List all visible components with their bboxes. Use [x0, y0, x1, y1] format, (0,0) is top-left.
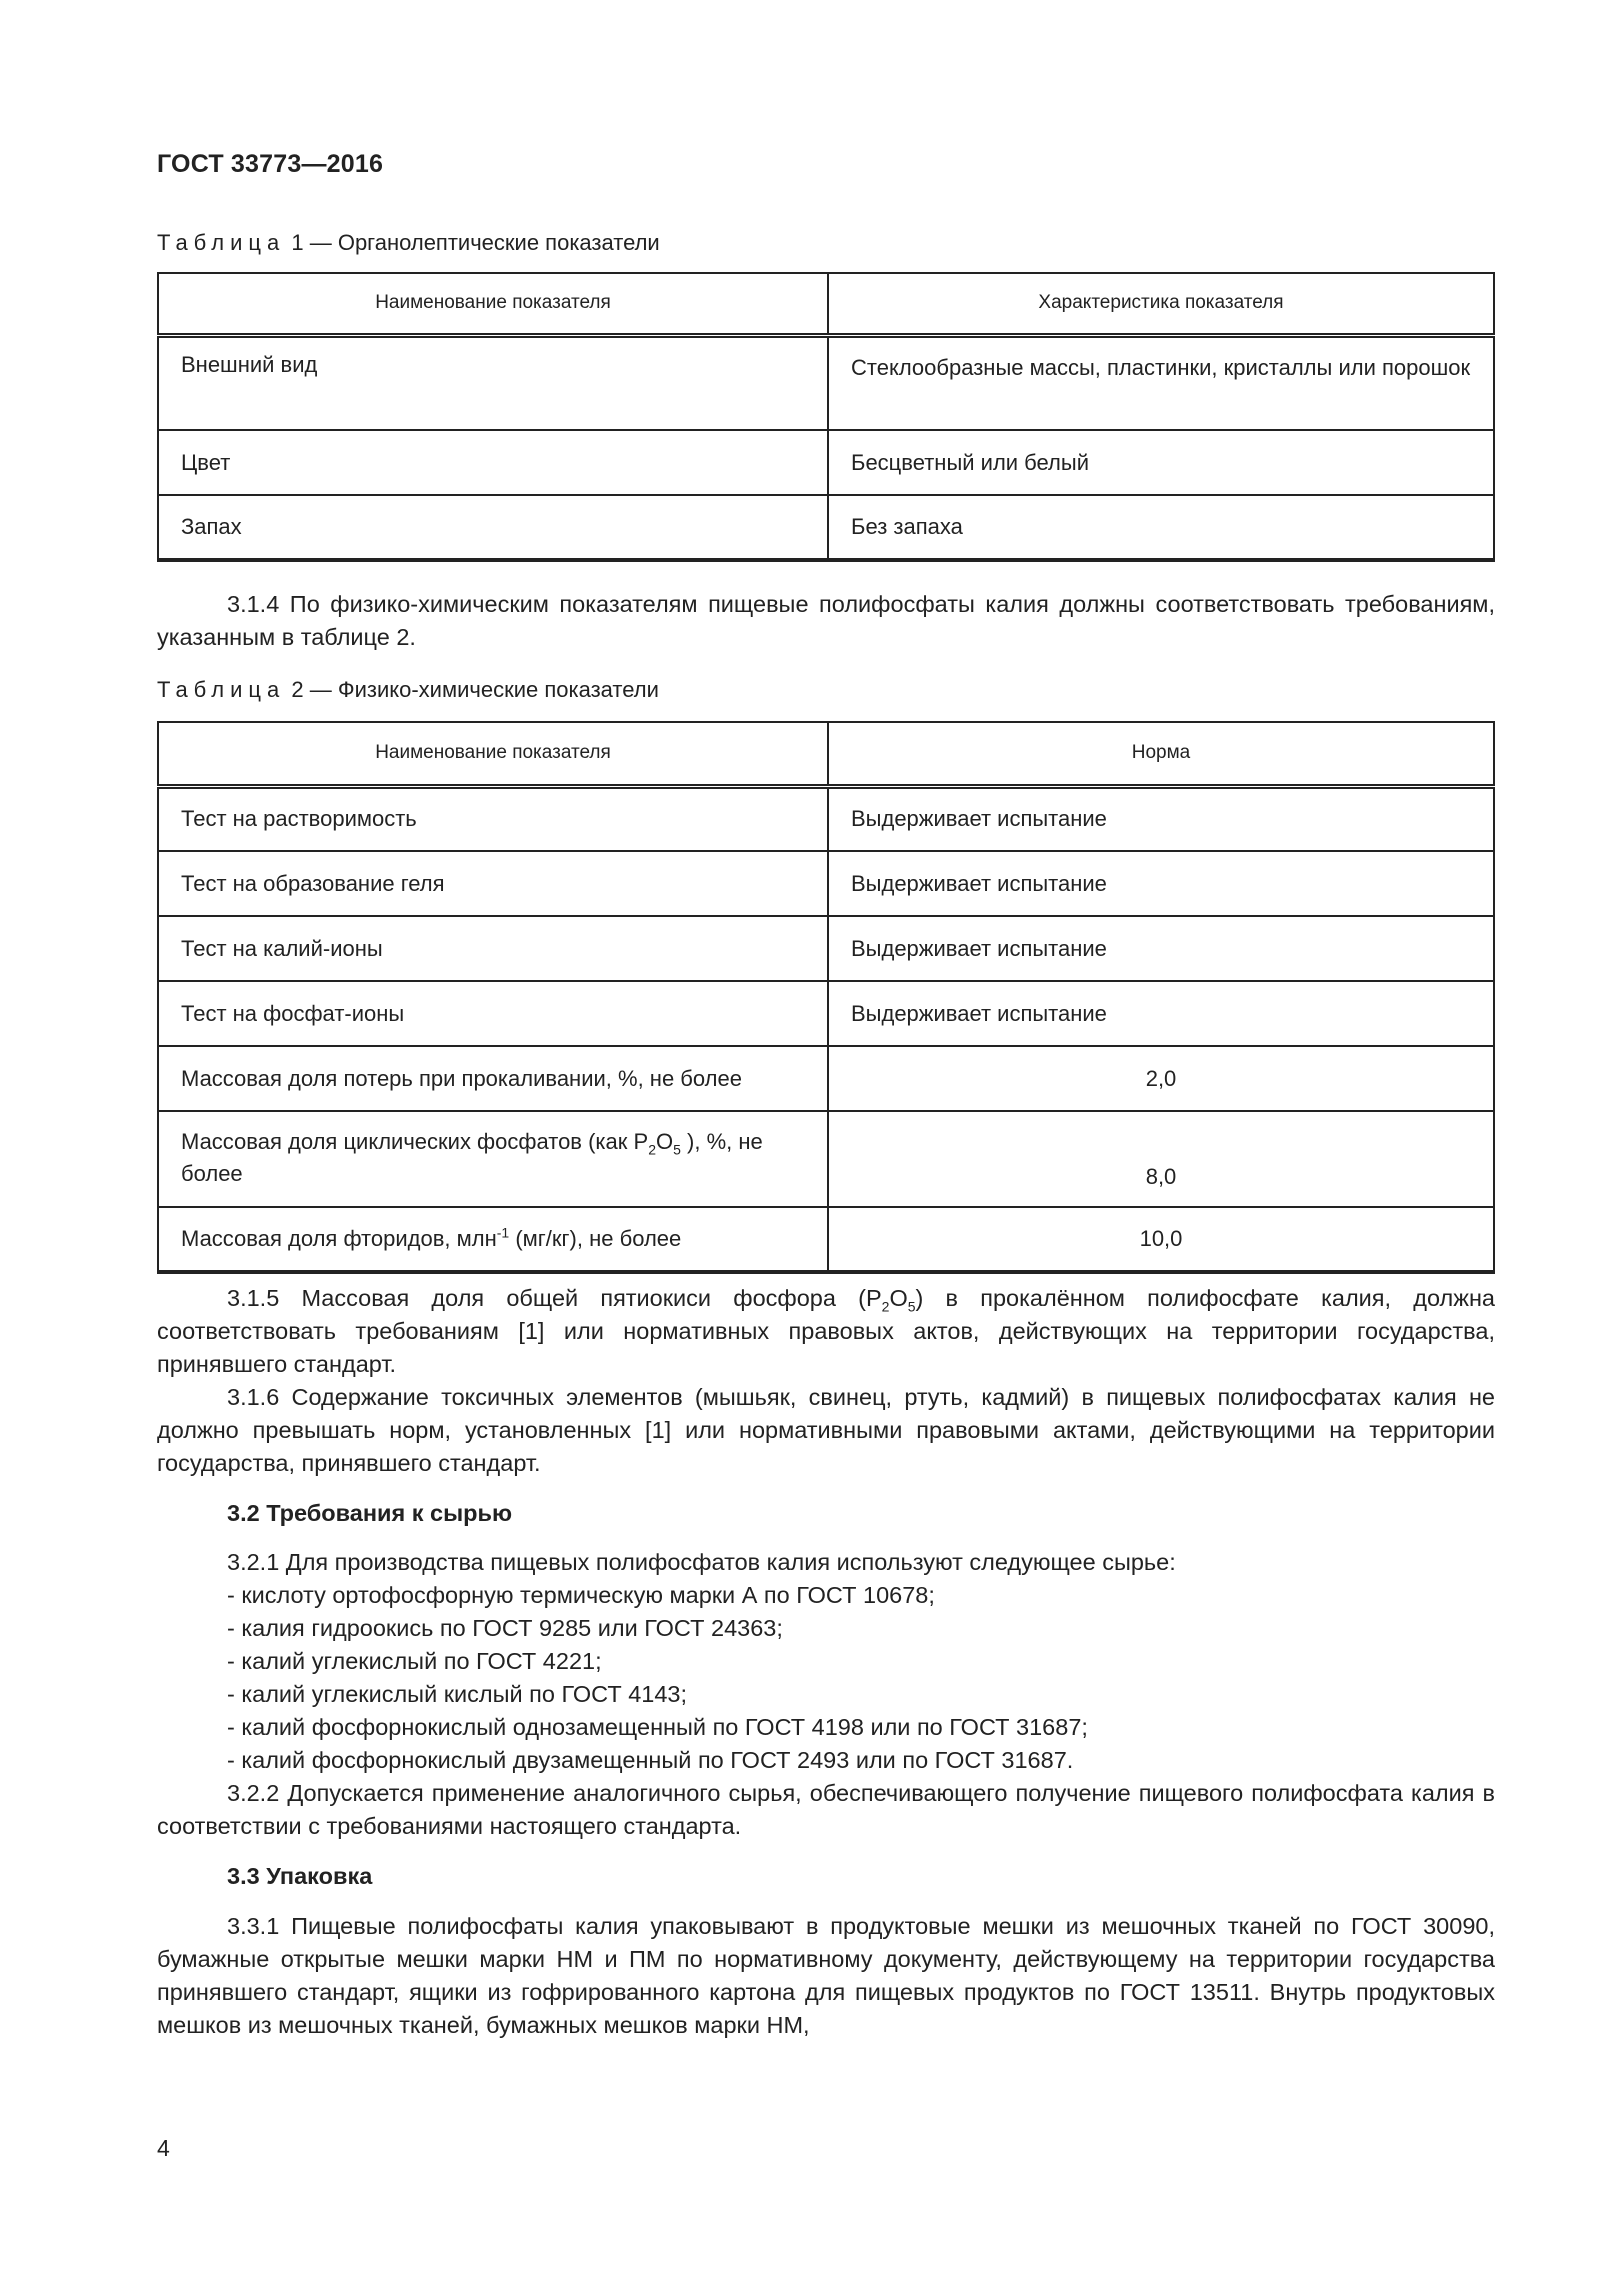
table1-cell: Без запаха — [828, 495, 1494, 560]
table2-cell: 10,0 — [828, 1207, 1494, 1272]
table-row — [158, 1207, 1494, 1272]
table-row — [158, 495, 1494, 560]
table-row — [158, 981, 1494, 1046]
table1-cell: Запах — [158, 495, 828, 560]
table1-col-name: Наименование показателя — [158, 273, 828, 335]
table-row — [158, 916, 1494, 981]
table1-cell: Цвет — [158, 430, 828, 495]
section-heading-3-3: 3.3 Упаковка — [227, 1863, 373, 1889]
list-item: - калия гидроокись по ГОСТ 9285 или ГОСТ 24363; — [227, 1615, 783, 1641]
table2-cell: Выдерживает испытание — [828, 786, 1494, 851]
table1-caption-text: 1 — Органолептические показатели — [285, 230, 660, 255]
table-row — [158, 851, 1494, 916]
list-item: - калий фосфорнокислый двузамещенный по ГОСТ 2493 или по ГОСТ 31687. — [227, 1747, 1074, 1773]
table2-cell: Массовая доля потерь при прокаливании, %, не более — [158, 1046, 828, 1111]
table1-header-row — [158, 273, 1494, 335]
table-row — [158, 430, 1494, 495]
table2-caption-word: Таблица — [157, 677, 286, 702]
document-id: ГОСТ 33773—2016 — [157, 150, 384, 178]
paragraph-3-1-5: 3.1.5 Массовая доля общей пятиокиси фосфора $(P_2O_5)$ в прокалённом полифосфате калия, должна соответствовать требованиям [1] или нормативных правовых актов, действующих на территории государства, принявшего стандарт. — [157, 1285, 1495, 1377]
paragraph-3-1-6: 3.1.6 Содержание токсичных элементов (мышьяк, свинец, ртуть, кадмий) в пищевых полифосфатах калия не должно превышать норм, установленных [1] или нормативными правовыми актами, действующими на территории государства, принявшего стандарт. — [157, 1384, 1495, 1476]
table2-cell: Тест на калий-ионы — [158, 916, 828, 981]
list-item: - калий углекислый кислый по ГОСТ 4143; — [227, 1681, 688, 1707]
list-item: - кислоту ортофосфорную термическую марки А по ГОСТ 10678; — [227, 1582, 935, 1608]
table2-cell: Выдерживает испытание — [828, 851, 1494, 916]
table2-col-name: Наименование показателя — [158, 722, 828, 786]
table2-cell: Тест на фосфат-ионы — [158, 981, 828, 1046]
paragraph-3-1-4: 3.1.4 По физико-химическим показателям пищевые полифосфаты калия должны соответствовать требованиям, указанным в таблице 2. — [157, 591, 1495, 650]
paragraph-3-3-1: 3.3.1 Пищевые полифосфаты калия упаковывают в продуктовые мешки из мешочных тканей по ГОСТ 30090, бумажные открытые мешки марки НМ и ПМ по нормативному документу, действующему на территории государства принявшего стандарт, ящики из гофрированного картона для пищевых продуктов по ГОСТ 13511. Внутрь продуктовых мешков из мешочных тканей, бумажных мешков марки НМ, — [157, 1913, 1495, 2038]
raw-material-list — [157, 1579, 1565, 1777]
table1-organoleptic — [157, 272, 1495, 562]
paragraph-3-2-1: 3.2.1 Для производства пищевых полифосфатов калия используют следующее сырье: — [227, 1549, 1176, 1575]
table1-col-characteristic: Характеристика показателя — [828, 273, 1494, 335]
table-row — [158, 1111, 1494, 1207]
table2-physicochemical — [157, 721, 1495, 1274]
table2-cell: Выдерживает испытание — [828, 916, 1494, 981]
table-row — [158, 786, 1494, 851]
table2-caption — [157, 677, 659, 703]
table2-caption-text: 2 — Физико-химические показатели — [285, 677, 659, 702]
table2-cell: Тест на растворимость — [158, 786, 828, 851]
table1-caption — [157, 230, 660, 256]
table-row — [158, 1046, 1494, 1111]
table1-cell: Стеклообразные массы, пластинки, кристаллы или порошок — [828, 335, 1494, 430]
table2-cell: 8,0 — [828, 1111, 1494, 1207]
section-heading-3-2: 3.2 Требования к сырью — [227, 1500, 513, 1526]
page-number: 4 — [157, 2135, 170, 2161]
table1-cell: Внешний вид — [158, 335, 828, 430]
table2-cell: Массовая доля циклических фосфатов (как $P_2O_5$ ), %, не более — [158, 1111, 828, 1207]
list-item: - калий фосфорнокислый однозамещенный по ГОСТ 4198 или по ГОСТ 31687; — [227, 1714, 1088, 1740]
table1-caption-word: Таблица — [157, 230, 286, 255]
paragraph-3-2-2: 3.2.2 Допускается применение аналогичного сырья, обеспечивающего получение пищевого полифосфата калия в соответствии с требованиями настоящего стандарта. — [157, 1780, 1495, 1839]
table-row — [158, 335, 1494, 430]
table2-cell: Массовая доля фторидов, млн$^{-1}$ (мг/кг), не более — [158, 1207, 828, 1272]
list-item: - калий углекислый по ГОСТ 4221; — [227, 1648, 602, 1674]
table1-cell: Бесцветный или белый — [828, 430, 1494, 495]
table2-cell: 2,0 — [828, 1046, 1494, 1111]
table2-col-norm: Норма — [828, 722, 1494, 786]
table2-cell: Тест на образование геля — [158, 851, 828, 916]
table2-cell: Выдерживает испытание — [828, 981, 1494, 1046]
table2-header-row — [158, 722, 1494, 786]
